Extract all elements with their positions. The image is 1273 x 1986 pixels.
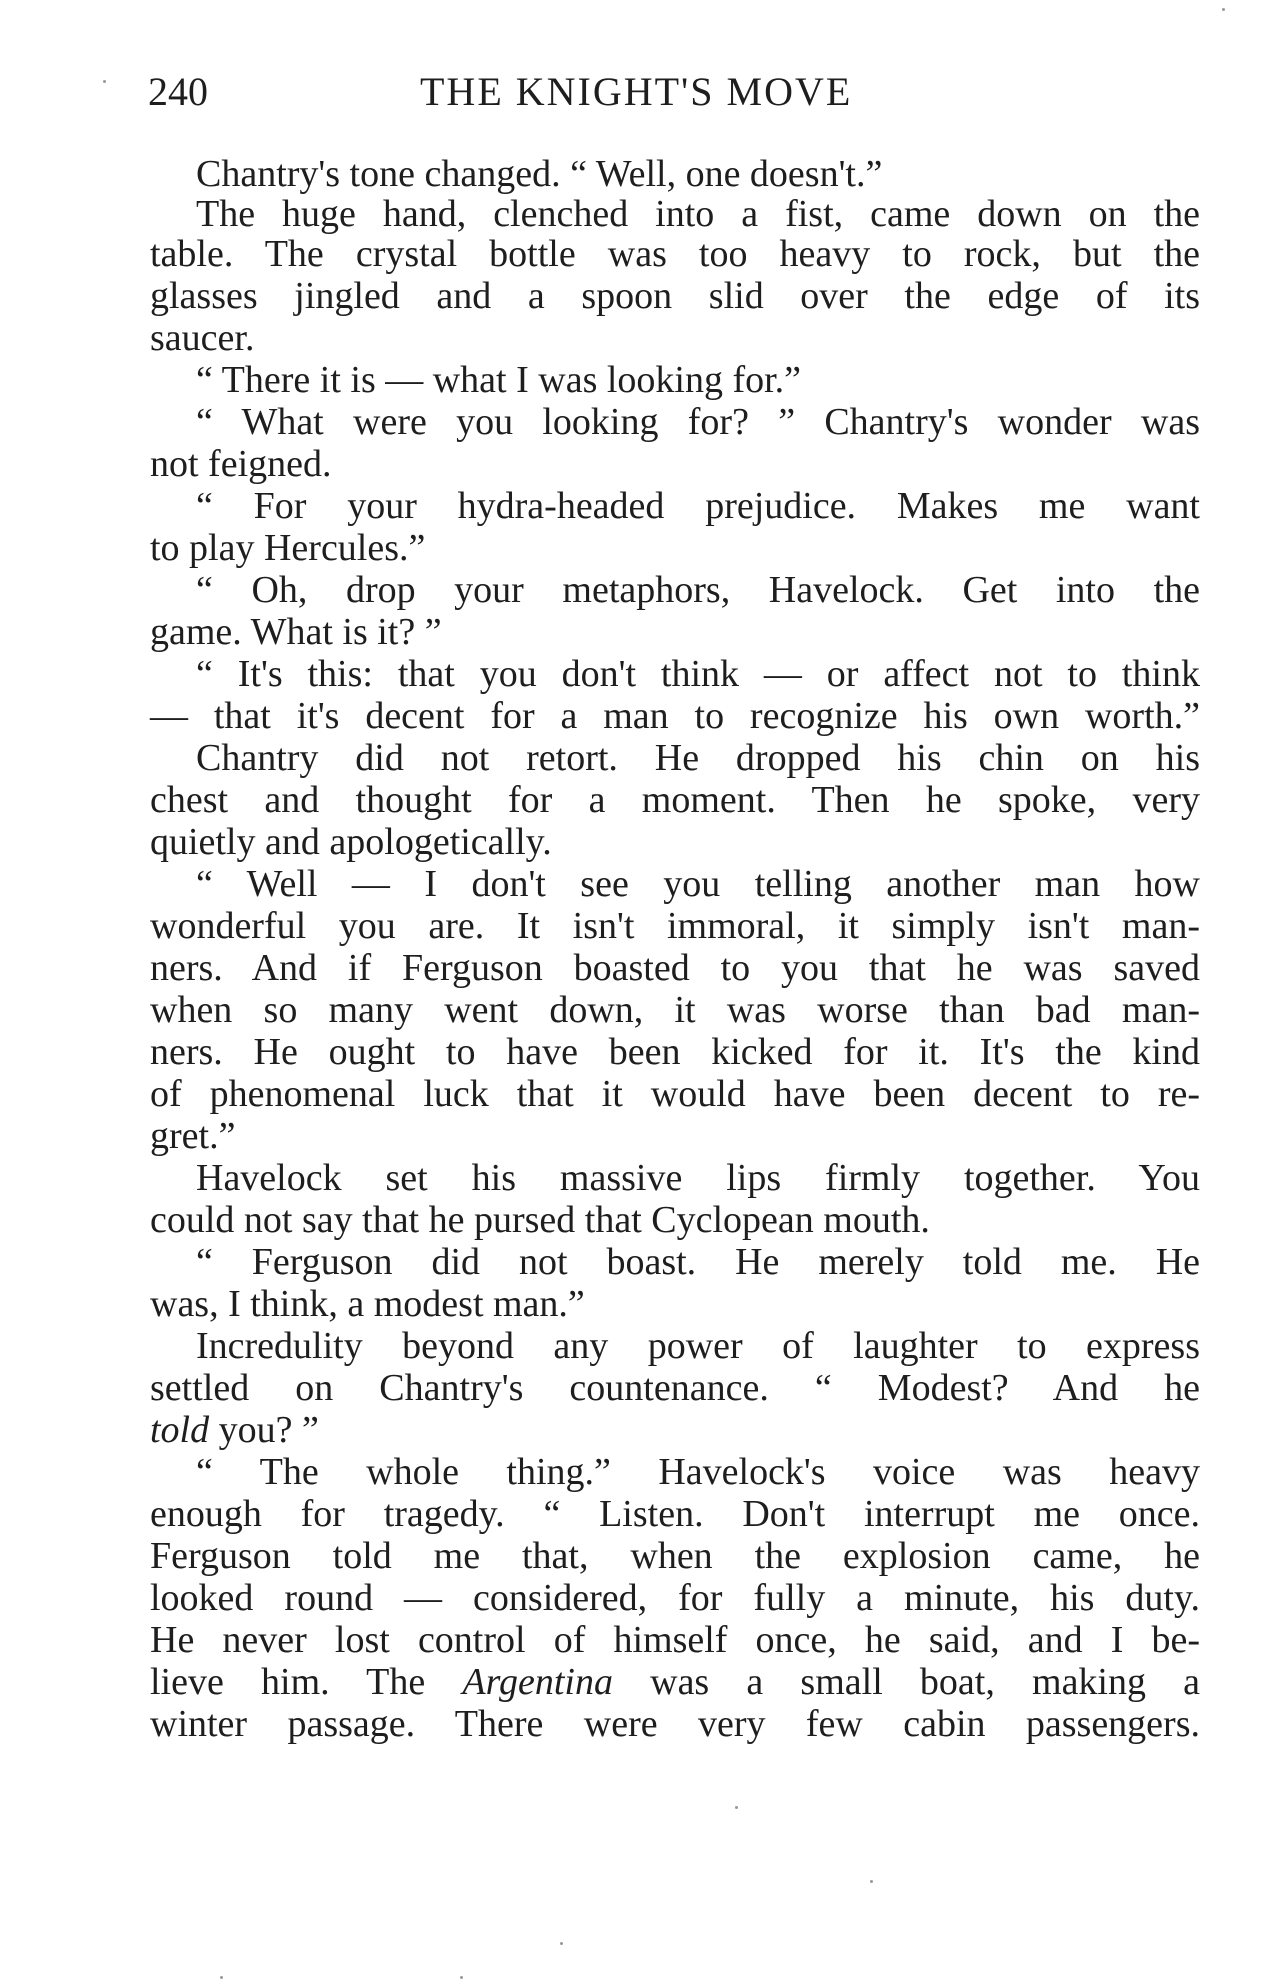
text-fragment: was a small boat, making a (650, 1661, 1201, 1703)
text-line: to play Hercules.” (150, 527, 426, 569)
text-line: of phenomenal luck that it would have been decent to re- (150, 1073, 1200, 1115)
text-line: Chantry did not retort. He dropped his chin on his (196, 737, 1200, 779)
text-line: winter passage. There were very few cabin passengers. (150, 1703, 1200, 1745)
text-line: enough for tragedy. “ Listen. Don't interrupt me once. (150, 1493, 1200, 1535)
text-line: saucer. (150, 317, 255, 359)
text-line: The huge hand, clenched into a fist, came down on the (196, 193, 1200, 235)
text-line: wonderful you are. It isn't immoral, it simply isn't man- (150, 905, 1200, 947)
text-line: not feigned. (150, 443, 332, 485)
text-line: Havelock set his massive lips firmly together. You (196, 1157, 1200, 1199)
italic-word: told (150, 1409, 210, 1451)
text-line: Incredulity beyond any power of laughter to express (196, 1325, 1200, 1367)
paper-speck (870, 1880, 873, 1883)
text-line: gret.” (150, 1115, 236, 1157)
text-line: settled on Chantry's countenance. “ Modest? And he (150, 1367, 1200, 1409)
page-number: 240 (148, 69, 208, 114)
text-line: “ Well — I don't see you telling another man how (196, 863, 1200, 905)
paper-speck (103, 80, 106, 83)
text-line: chest and thought for a moment. Then he spoke, very (150, 779, 1200, 821)
paper-speck (735, 1806, 738, 1809)
text-line: “ Ferguson did not boast. He merely told me. He (196, 1241, 1200, 1283)
text-line: “ What were you looking for? ” Chantry's wonder was (196, 401, 1200, 443)
text-line: “ It's this: that you don't think — or affect not to think (196, 653, 1200, 695)
text-line: Chantry's tone changed. “ Well, one doesn't.” (196, 153, 883, 195)
running-head: THE KNIGHT'S MOVE (420, 69, 853, 114)
text-line: “ For your hydra-headed prejudice. Makes me want (196, 485, 1200, 527)
text-line: Ferguson told me that, when the explosion came, he (150, 1535, 1200, 1577)
text-line (150, 1660, 1200, 1704)
text-line: ners. He ought to have been kicked for it. It's the kind (150, 1031, 1200, 1073)
text-fragment: lieve him. The (150, 1661, 426, 1703)
text-line: quietly and apologetically. (150, 821, 552, 863)
text-line: table. The crystal bottle was too heavy to rock, but the (150, 233, 1200, 275)
text-line: glasses jingled and a spoon slid over the edge of its (150, 275, 1200, 317)
text-line: game. What is it? ” (150, 611, 442, 653)
paper-speck (560, 1942, 563, 1945)
italic-word: Argentina (462, 1661, 613, 1703)
text-line: “ There it is — what I was looking for.” (196, 359, 802, 401)
text-line: looked round — considered, for fully a minute, his duty. (150, 1577, 1200, 1619)
text-fragment: you? ” (218, 1409, 319, 1451)
text-line: ners. And if Ferguson boasted to you that he was saved (150, 947, 1200, 989)
paper-speck (1222, 8, 1225, 11)
text-line (150, 1408, 319, 1452)
text-line: He never lost control of himself once, he said, and I be- (150, 1619, 1200, 1661)
text-line: “ Oh, drop your metaphors, Havelock. Get into the (196, 569, 1200, 611)
text-line: “ The whole thing.” Havelock's voice was heavy (196, 1451, 1200, 1493)
text-line: when so many went down, it was worse than bad man- (150, 989, 1200, 1031)
paper-speck (460, 1976, 463, 1979)
paper-speck (220, 1976, 223, 1979)
text-line: could not say that he pursed that Cyclopean mouth. (150, 1199, 930, 1241)
text-line: — that it's decent for a man to recognize his own worth.” (150, 695, 1200, 737)
text-line: was, I think, a modest man.” (150, 1283, 585, 1325)
